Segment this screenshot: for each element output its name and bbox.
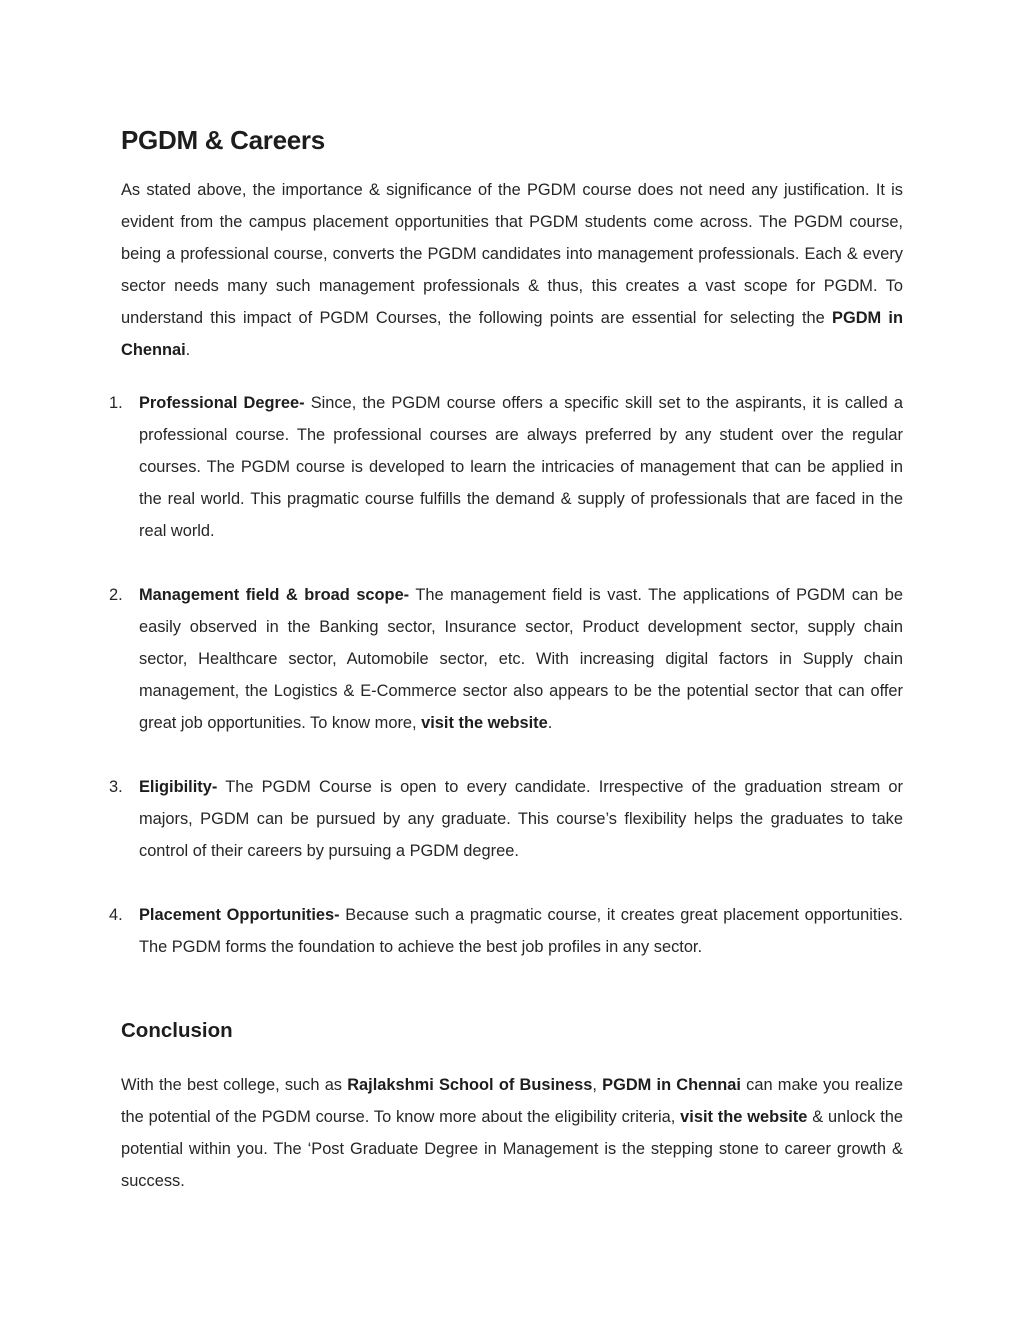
conclusion-text: ,: [592, 1076, 603, 1094]
conclusion-paragraph: [121, 1069, 903, 1197]
list-item-heading: Professional Degree-: [139, 394, 305, 412]
list-item-body: Because such a pragmatic course, it creates great placement opportunities. The PGDM forms the foundation to achieve the best job profiles in any sector.: [139, 906, 903, 956]
list-item-text: [139, 899, 903, 963]
list-item-placement: [0, 899, 1024, 963]
list-item-heading: Management field & broad scope-: [139, 586, 410, 604]
list-item-text: [139, 771, 903, 867]
intro-end: .: [185, 341, 191, 359]
conclusion-text: With the best college, such as: [121, 1076, 348, 1094]
conclusion-heading: Conclusion: [121, 1019, 233, 1042]
list-item-eligibility: [0, 771, 1024, 867]
list-item-management-field: [0, 579, 1024, 739]
list-item-end: .: [547, 714, 553, 732]
page-title: PGDM & Careers: [121, 125, 325, 155]
list-item-professional-degree: [0, 387, 1024, 547]
college-name-link[interactable]: Rajlakshmi School of Business: [347, 1076, 593, 1094]
visit-website-link[interactable]: visit the website: [421, 714, 548, 732]
list-number: 1.: [109, 394, 123, 412]
conclusion-text: can make you realize the potential of the PGDM course. To know more about the eligibility criteria,: [121, 1076, 903, 1126]
intro-paragraph: [121, 174, 903, 366]
pgdm-chennai-link[interactable]: PGDM in Chennai: [602, 1076, 741, 1094]
list-item-heading: Placement Opportunities-: [139, 906, 340, 924]
list-item-text: [139, 579, 903, 739]
intro-link-pgdm-chennai[interactable]: PGDM in Chennai: [121, 309, 904, 359]
list-number: 2.: [109, 586, 123, 604]
list-number: 3.: [109, 778, 123, 796]
intro-text: As stated above, the importance & significance of the PGDM course does not need any justification. It is evident from the campus placement opportunities that PGDM students come across. The PGDM course, being a professional course, converts the PGDM candidates into management professionals. Each & every sector needs many such management professionals & thus, this creates a vast scope for PGDM. To understand this impact of PGDM Courses, the following points are essential for selecting the: [121, 181, 903, 327]
list-item-text: [139, 387, 903, 547]
list-number: 4.: [109, 906, 123, 924]
points-list: [0, 387, 1024, 995]
list-item-body: The management field is vast. The applications of PGDM can be easily observed in the Banking sector, Insurance sector, Product development sector, supply chain sector, Healthcare sector, Automobile sector, etc. With increasing digital factors in Supply chain management, the Logistics & E-Commerce sector also appears to be the potential sector that can offer great job opportunities. To know more,: [139, 586, 903, 732]
conclusion-text: & unlock the potential within you. The ‘Post Graduate Degree in Management is the stepping stone to career growth & success.: [121, 1108, 903, 1190]
list-item-heading: Eligibility-: [139, 778, 218, 796]
list-item-body: Since, the PGDM course offers a specific skill set to the aspirants, it is called a professional course. The professional courses are always preferred by any student over the regular courses. The PGDM course is developed to learn the intricacies of management that can be applied in the real world. This pragmatic course fulfills the demand & supply of professionals that are faced in the real world.: [139, 394, 903, 540]
list-item-body: The PGDM Course is open to every candidate. Irrespective of the graduation stream or majors, PGDM can be pursued by any graduate. This course’s flexibility helps the graduates to take control of their careers by pursuing a PGDM degree.: [139, 778, 903, 860]
visit-website-link[interactable]: visit the website: [680, 1108, 808, 1126]
